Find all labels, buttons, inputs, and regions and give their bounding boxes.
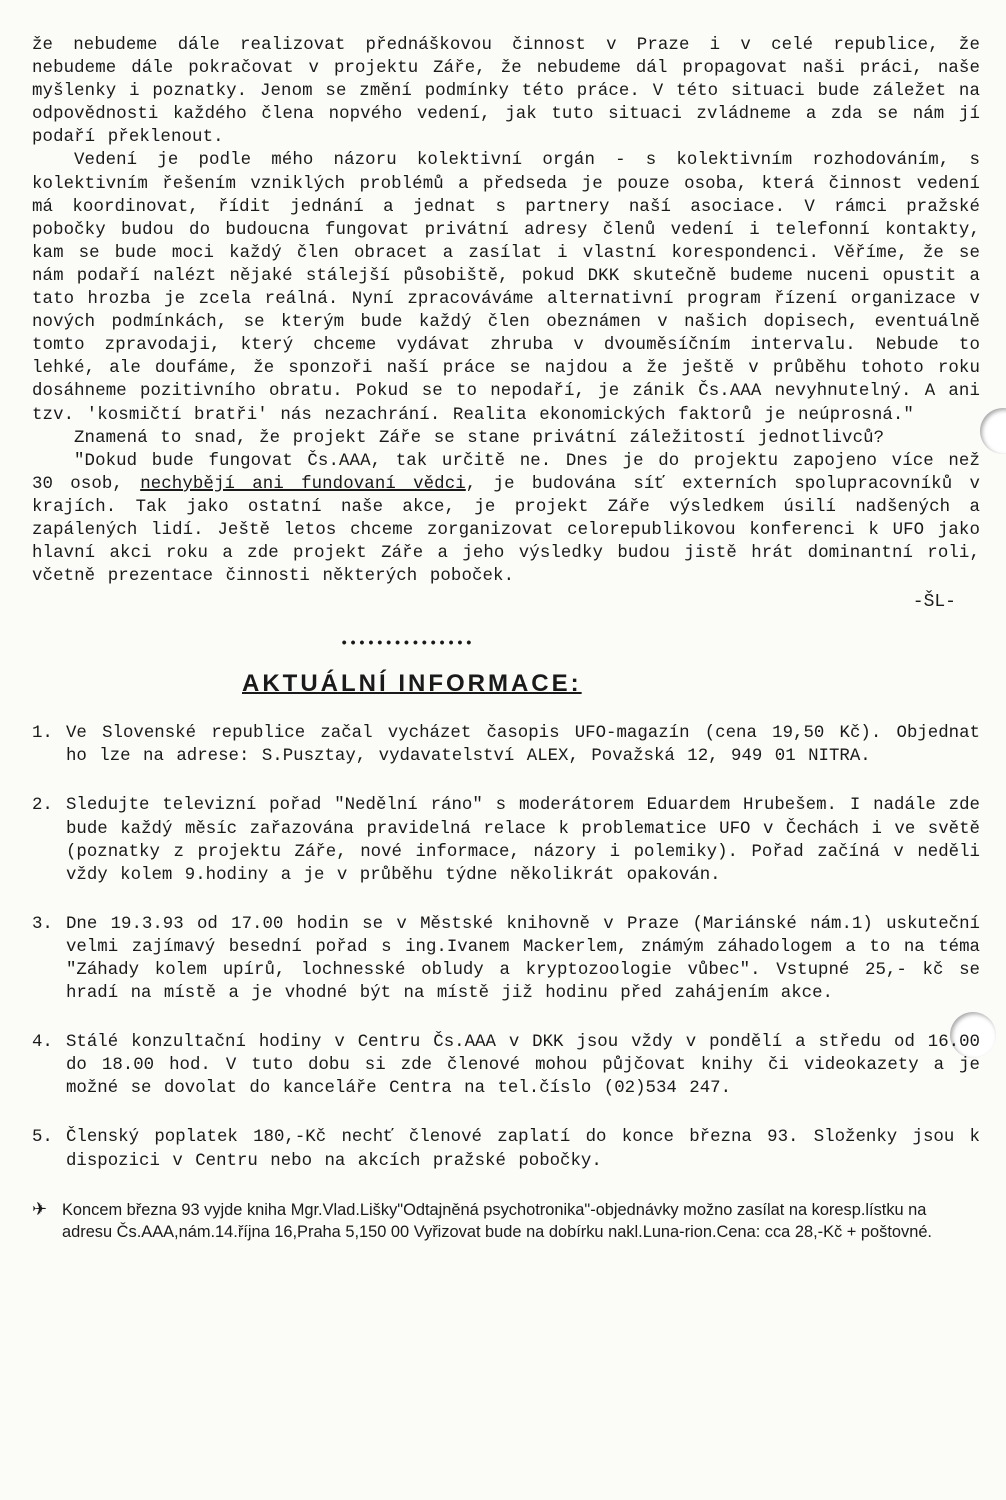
article-answer <box>32 450 980 589</box>
separator-dots: ••••••••••••••• <box>340 636 474 653</box>
item-number: 4. <box>32 1033 53 1053</box>
item-number: 5. <box>32 1128 53 1148</box>
news-item-1 <box>32 722 980 768</box>
article-question: Znamená to snad, že projekt Záře se stane privátní záležitostí jednotlivců? <box>74 428 885 448</box>
section-heading: AKTUÁLNÍ INFORMACE: <box>242 670 582 698</box>
article-paragraph-1: že nebudeme dále realizovat přednáškovou činnost v Praze i v celé republice, že nebudeme dále pokračovat v projektu Záře, že nebudeme dál propagovat naši práci, naše myšlenky i poznatky. Jenom se změní podmínky této práce. V této situaci bude záležet na odpovědnosti každého člena nopvého vedení, jak tuto situaci zvládneme a zda se nám jí podaří překlenout. <box>32 36 980 148</box>
book-notice-text: Koncem března 93 vyjde kniha Mgr.Vlad.Lišky"Odtajněná psychotronika"-objednávky možno zasílat na koresp.lístku na adresu Čs.AAA,nám.14.října 16,Praha 5,150 00 Vyřizovat bude na dobírku nakl.Luna-rion.Cena: cca 28,-Kč + poštovné. <box>62 1200 932 1241</box>
punch-hole-top <box>980 408 1006 454</box>
answer-text-end: , je budována síť externích spolupracovníků v krajích. Tak jako ostatní naše akce, je projekt Záře výsledkem úsilí nadšených a zapálených lidí. Ještě letos chceme zorganizovat celorepublikovou konferenci k UFO jako hlavní akci roku a zde projekt Záře a jeho výsledky budou jistě hrát dominantní roli, včetně prezentace činnosti některých poboček. <box>32 474 981 587</box>
author-signature: -ŠL- <box>912 592 956 613</box>
news-item-3 <box>32 913 980 1005</box>
article <box>32 34 980 612</box>
item-text: Sledujte televizní pořad "Nedělní ráno" s moderátorem Eduardem Hrubešem. I nadále zde bude každý měsíc zařazována pravidelná relace k problematice UFO v Čechách i ve světě (poznatky z projektu Záře, nové informace, názory i polemiky). Pořad začíná v neděli vždy kolem 9.hodiny a je v průběhu týdne několikrát opakován. <box>66 796 980 885</box>
news-item-4 <box>32 1031 980 1100</box>
news-item-5 <box>32 1126 980 1172</box>
news-list <box>32 722 980 1172</box>
item-text: Členský poplatek 180,-Kč nechť členové zaplatí do konce března 93. Složenky jsou k dispozici v Centru nebo na akcích pražské pobočky. <box>66 1128 980 1171</box>
article-paragraph-2: Vedení je podle mého názoru kolektivní orgán - s kolektivním rozhodováním, s kolektivním řešením vzniklých problémů a předseda je pouze osoba, která činnost vedení má koordinovat, řídit jednání a jednat s partnery naší asociace. V rámci pražské pobočky budou do budoucna fungovat privátní adresy členů vedení i telefonní kontakty, kam se bude moci každý člen obracet a zasílat i vlastní korespondenci. Věříme, že se nám podaří nalézt nějaké stálejší působiště, pokud DKK skutečně budeme nuceni opustit a tato hrozba je zcela reálná. Nyní zpracováváme alternativní program řízení organizace v nových podmínkách, se kterým bude každý člen obeznámen v našich dopisech, eventuálně tomto zpravodaji, který chceme vydávat zhruba v dvouměsíčním intervalu. Nebude to lehké, ale doufáme, že sponzoři naší práce se najdou a že ještě v průběhu tohoto roku dosáhneme pozitivního obratu. Pokud se to nepodaří, je zánik Čs.AAA nevyhnutelný. A ani tzv. 'kosmičtí bratři' nás nezachrání. Realita ekonomických faktorů je neúprosná." <box>32 151 980 425</box>
item-text: Stálé konzultační hodiny v Centru Čs.AAA v DKK jsou vždy v pondělí a středu od 16.00 do 18.00 hod. V tuto dobu si zde členové mohou půjčovat knihy či videokazety a je možné se dovolat do kanceláře Centra na tel.číslo (02)534 247. <box>66 1033 980 1099</box>
answer-text-start: "Dokud bude fungovat Čs.AAA, tak určitě ne. Dnes je do projektu zapojeno více než 30 osob, <box>32 451 980 494</box>
item-number: 2. <box>32 796 53 816</box>
arrow-mark-icon: ✈ <box>32 1198 48 1219</box>
document-page <box>32 34 980 1243</box>
item-number: 3. <box>32 914 53 934</box>
underlined-phrase: nechybějí ani fundovaní vědci <box>140 474 466 494</box>
news-item-2 <box>32 794 980 886</box>
book-notice <box>32 1199 980 1243</box>
item-number: 1. <box>32 724 53 744</box>
item-text: Dne 19.3.93 od 17.00 hodin se v Městské knihovně v Praze (Mariánské nám.1) uskuteční velmi zajímavý besední pořad s ing.Ivanem Mackerlem, známým záhadologem a to na téma "Záhady kolem upírů, lochnesské obludy a kryptozoologie vůbec". Vstupné 25,- kč se hradí na místě a je vhodné být na místě již hodinu před zahájením akce. <box>66 914 980 1004</box>
item-text: Ve Slovenské republice začal vycházet časopis UFO-magazín (cena 19,50 Kč). Objednat ho lze na adrese: S.Pusztay, vydavatelství ALEX, Považská 12, 949 01 NITRA. <box>66 724 980 767</box>
